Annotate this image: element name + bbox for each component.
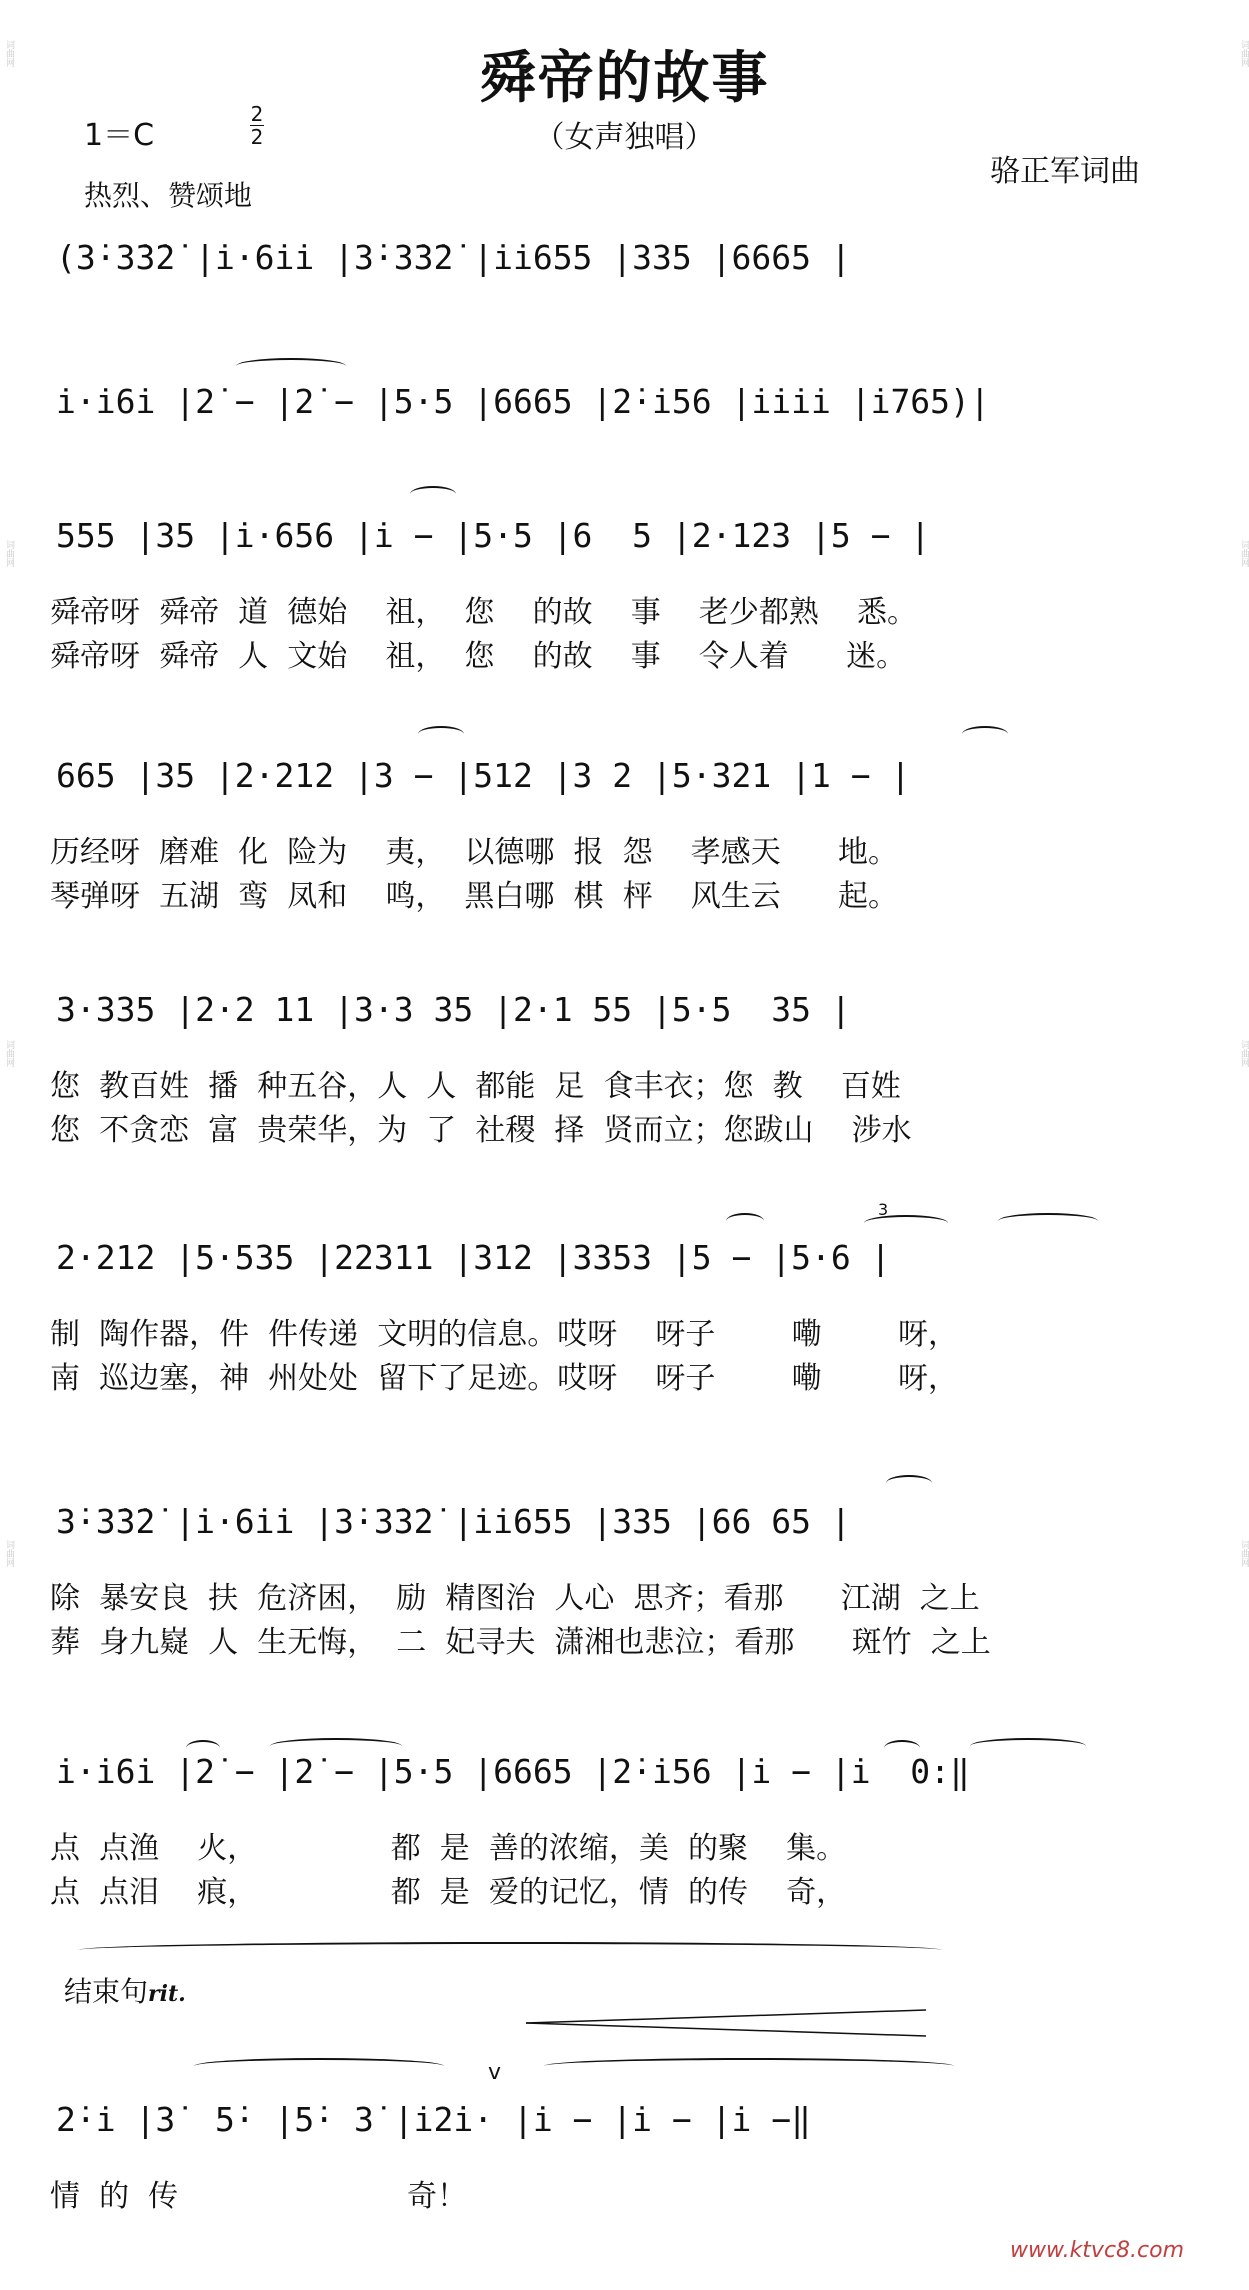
phrase-slur — [78, 1942, 942, 1958]
notation-line — [56, 756, 1196, 816]
breath-mark: v — [488, 2060, 502, 2085]
score-row — [50, 516, 1196, 674]
tie-slur — [410, 486, 456, 502]
ending-label — [64, 1970, 186, 2010]
tie-slur — [884, 1740, 920, 1756]
side-strip-text: 词曲网 — [1239, 1540, 1249, 1567]
triplet-slur — [864, 1215, 948, 1231]
notation-line — [56, 990, 1196, 1050]
tie-slur — [236, 358, 346, 374]
lyric-verse-2: 点 点泪 痕， 都 是 爱的记忆，情 的传 奇， — [50, 1875, 847, 1910]
author-credit: 骆正军词曲 — [990, 154, 1140, 189]
key-signature: 1＝C — [84, 118, 155, 153]
tie-slur — [726, 1213, 764, 1229]
notation-line — [56, 382, 1196, 442]
tie-slur — [186, 1740, 220, 1756]
tie-slur — [544, 2058, 954, 2074]
jianpu-notes: 665 |35 |2·212 |3 − |512 |3 2 |5·321 |1 − | — [56, 756, 911, 795]
jianpu-notes: 555 |35 |i̇·656 |i̇ − |5·5 |6 5 |2·123 |5 − | — [56, 516, 931, 555]
notation-line — [56, 2100, 1196, 2160]
jianpu-notes: i̇·i̇6i̇ |2̇ − |2̇ − |5·5 |6665 |2̇·i̇56 |i̇ − |i̇ 0:‖ — [56, 1752, 970, 1791]
side-strip-text: 词曲网 — [4, 540, 14, 567]
jianpu-notes: 2̇·i̇ |3̇ 5̇· |5̇· 3̇ |i̇2̇i̇· |i̇ − |i̇ − |i̇ −‖ — [56, 2100, 811, 2139]
tie-slur — [270, 1738, 402, 1754]
decrescendo-hairpin — [526, 2008, 926, 2038]
side-strip-text: 词曲网 — [1239, 40, 1249, 67]
jianpu-notes: i̇·i̇6i̇ |2̇ − |2̇ − |5·5 |6665 |2̇·i̇56 |i̇i̇i̇i̇ |i̇765)| — [56, 382, 990, 421]
site-watermark: www.ktvc8.com — [1010, 2238, 1185, 2263]
song-title: 舜帝的故事 — [479, 45, 770, 111]
lyric-verse-2: 琴弹呀 五湖 鸾 凤和 鸣， 黑白哪 棋 枰 风生云 起。 — [50, 879, 898, 914]
lyric-verse-1: 情 的 传 奇！ — [50, 2179, 468, 2214]
side-strip-text: 词曲网 — [4, 40, 14, 67]
lyric-verse-1: 除 暴安良 扶 危济困， 励 精图治 人心 思齐；看那 江湖 之上 — [50, 1581, 980, 1616]
lyric-verse-2: 葬 身九嶷 人 生无悔， 二 妃寻夫 潇湘也悲泣；看那 斑竹 之上 — [50, 1625, 991, 1660]
lyric-verse-1: 舜帝呀 舜帝 道 德始 祖， 您 的故 事 老少都熟 悉。 — [50, 595, 918, 630]
score-row — [50, 756, 1196, 914]
song-subtitle: （女声独唱） — [534, 120, 715, 155]
ending-label-text: 结束句 — [64, 1975, 149, 2008]
tie-slur — [970, 1738, 1086, 1754]
notation-line — [56, 1752, 1196, 1812]
score-row — [50, 1238, 1196, 1396]
meter-top: 2 — [250, 102, 264, 126]
left-side-strip — [0, 0, 14, 2290]
jianpu-notes: 3̇·3̇3̇2̇ |i̇·6i̇i̇ |3̇·3̇3̇2̇ |i̇i̇655 |335 |66 65 | — [56, 1502, 851, 1541]
score-row — [50, 1752, 1196, 1910]
meter-bottom: 2 — [250, 125, 264, 149]
tie-slur — [962, 726, 1008, 742]
triplet-mark: 3 — [878, 1200, 889, 1219]
tempo-marking: 热烈、赞颂地 — [84, 179, 253, 212]
tie-slur — [418, 726, 464, 742]
lyric-verse-2: 舜帝呀 舜帝 人 文始 祖， 您 的故 事 令人着 迷。 — [50, 639, 907, 674]
tie-slur — [998, 1213, 1098, 1229]
lyric-verse-1: 制 陶作器，件 件传递 文明的信息。哎呀 呀子 嘞 呀， — [50, 1317, 958, 1352]
time-signature — [250, 104, 264, 147]
score-row — [50, 2100, 1196, 2250]
notation-line — [56, 238, 1196, 298]
side-strip-text: 词曲网 — [4, 1040, 14, 1067]
jianpu-notes: (3̇·3̇3̇2̇ |i̇·6i̇i̇ |3̇·3̇3̇2̇ |i̇i̇655 |335 |6665 | — [56, 238, 851, 277]
jianpu-notes: 2·212 |5·535 |22311 |312 |3353 |5 − |5·6 | — [56, 1238, 891, 1277]
lyric-verse-2: 您 不贪恋 富 贵荣华，为 了 社稷 择 贤而立；您跋山 涉水 — [50, 1113, 912, 1148]
side-strip-text: 词曲网 — [4, 1540, 14, 1567]
score-row — [50, 1502, 1196, 1660]
score-row — [56, 238, 1196, 388]
right-side-strip — [1235, 0, 1249, 2290]
lyric-verse-1: 历经呀 磨难 化 险为 夷， 以德哪 报 怨 孝感天 地。 — [50, 835, 898, 870]
tie-slur — [886, 1475, 932, 1491]
notation-line — [56, 516, 1196, 576]
jianpu-notes: 3·335 |2·2 11 |3·3 35 |2·1 55 |5·5 35 | — [56, 990, 851, 1029]
ritardando-mark: rit. — [148, 1981, 186, 2007]
score-row — [50, 990, 1196, 1148]
lyric-verse-1: 您 教百姓 播 种五谷，人 人 都能 足 食丰衣；您 教 百姓 — [50, 1069, 901, 1104]
side-strip-text: 词曲网 — [1239, 1040, 1249, 1067]
lyric-verse-1: 点 点渔 火， 都 是 善的浓缩，美 的聚 集。 — [50, 1831, 847, 1866]
score-row — [56, 382, 1196, 532]
notation-line — [56, 1502, 1196, 1562]
lyric-verse-2: 南 巡边塞，神 州处处 留下了足迹。哎呀 呀子 嘞 呀， — [50, 1361, 958, 1396]
side-strip-text: 词曲网 — [1239, 540, 1249, 567]
notation-line — [56, 1238, 1196, 1298]
tie-slur — [194, 2058, 444, 2074]
